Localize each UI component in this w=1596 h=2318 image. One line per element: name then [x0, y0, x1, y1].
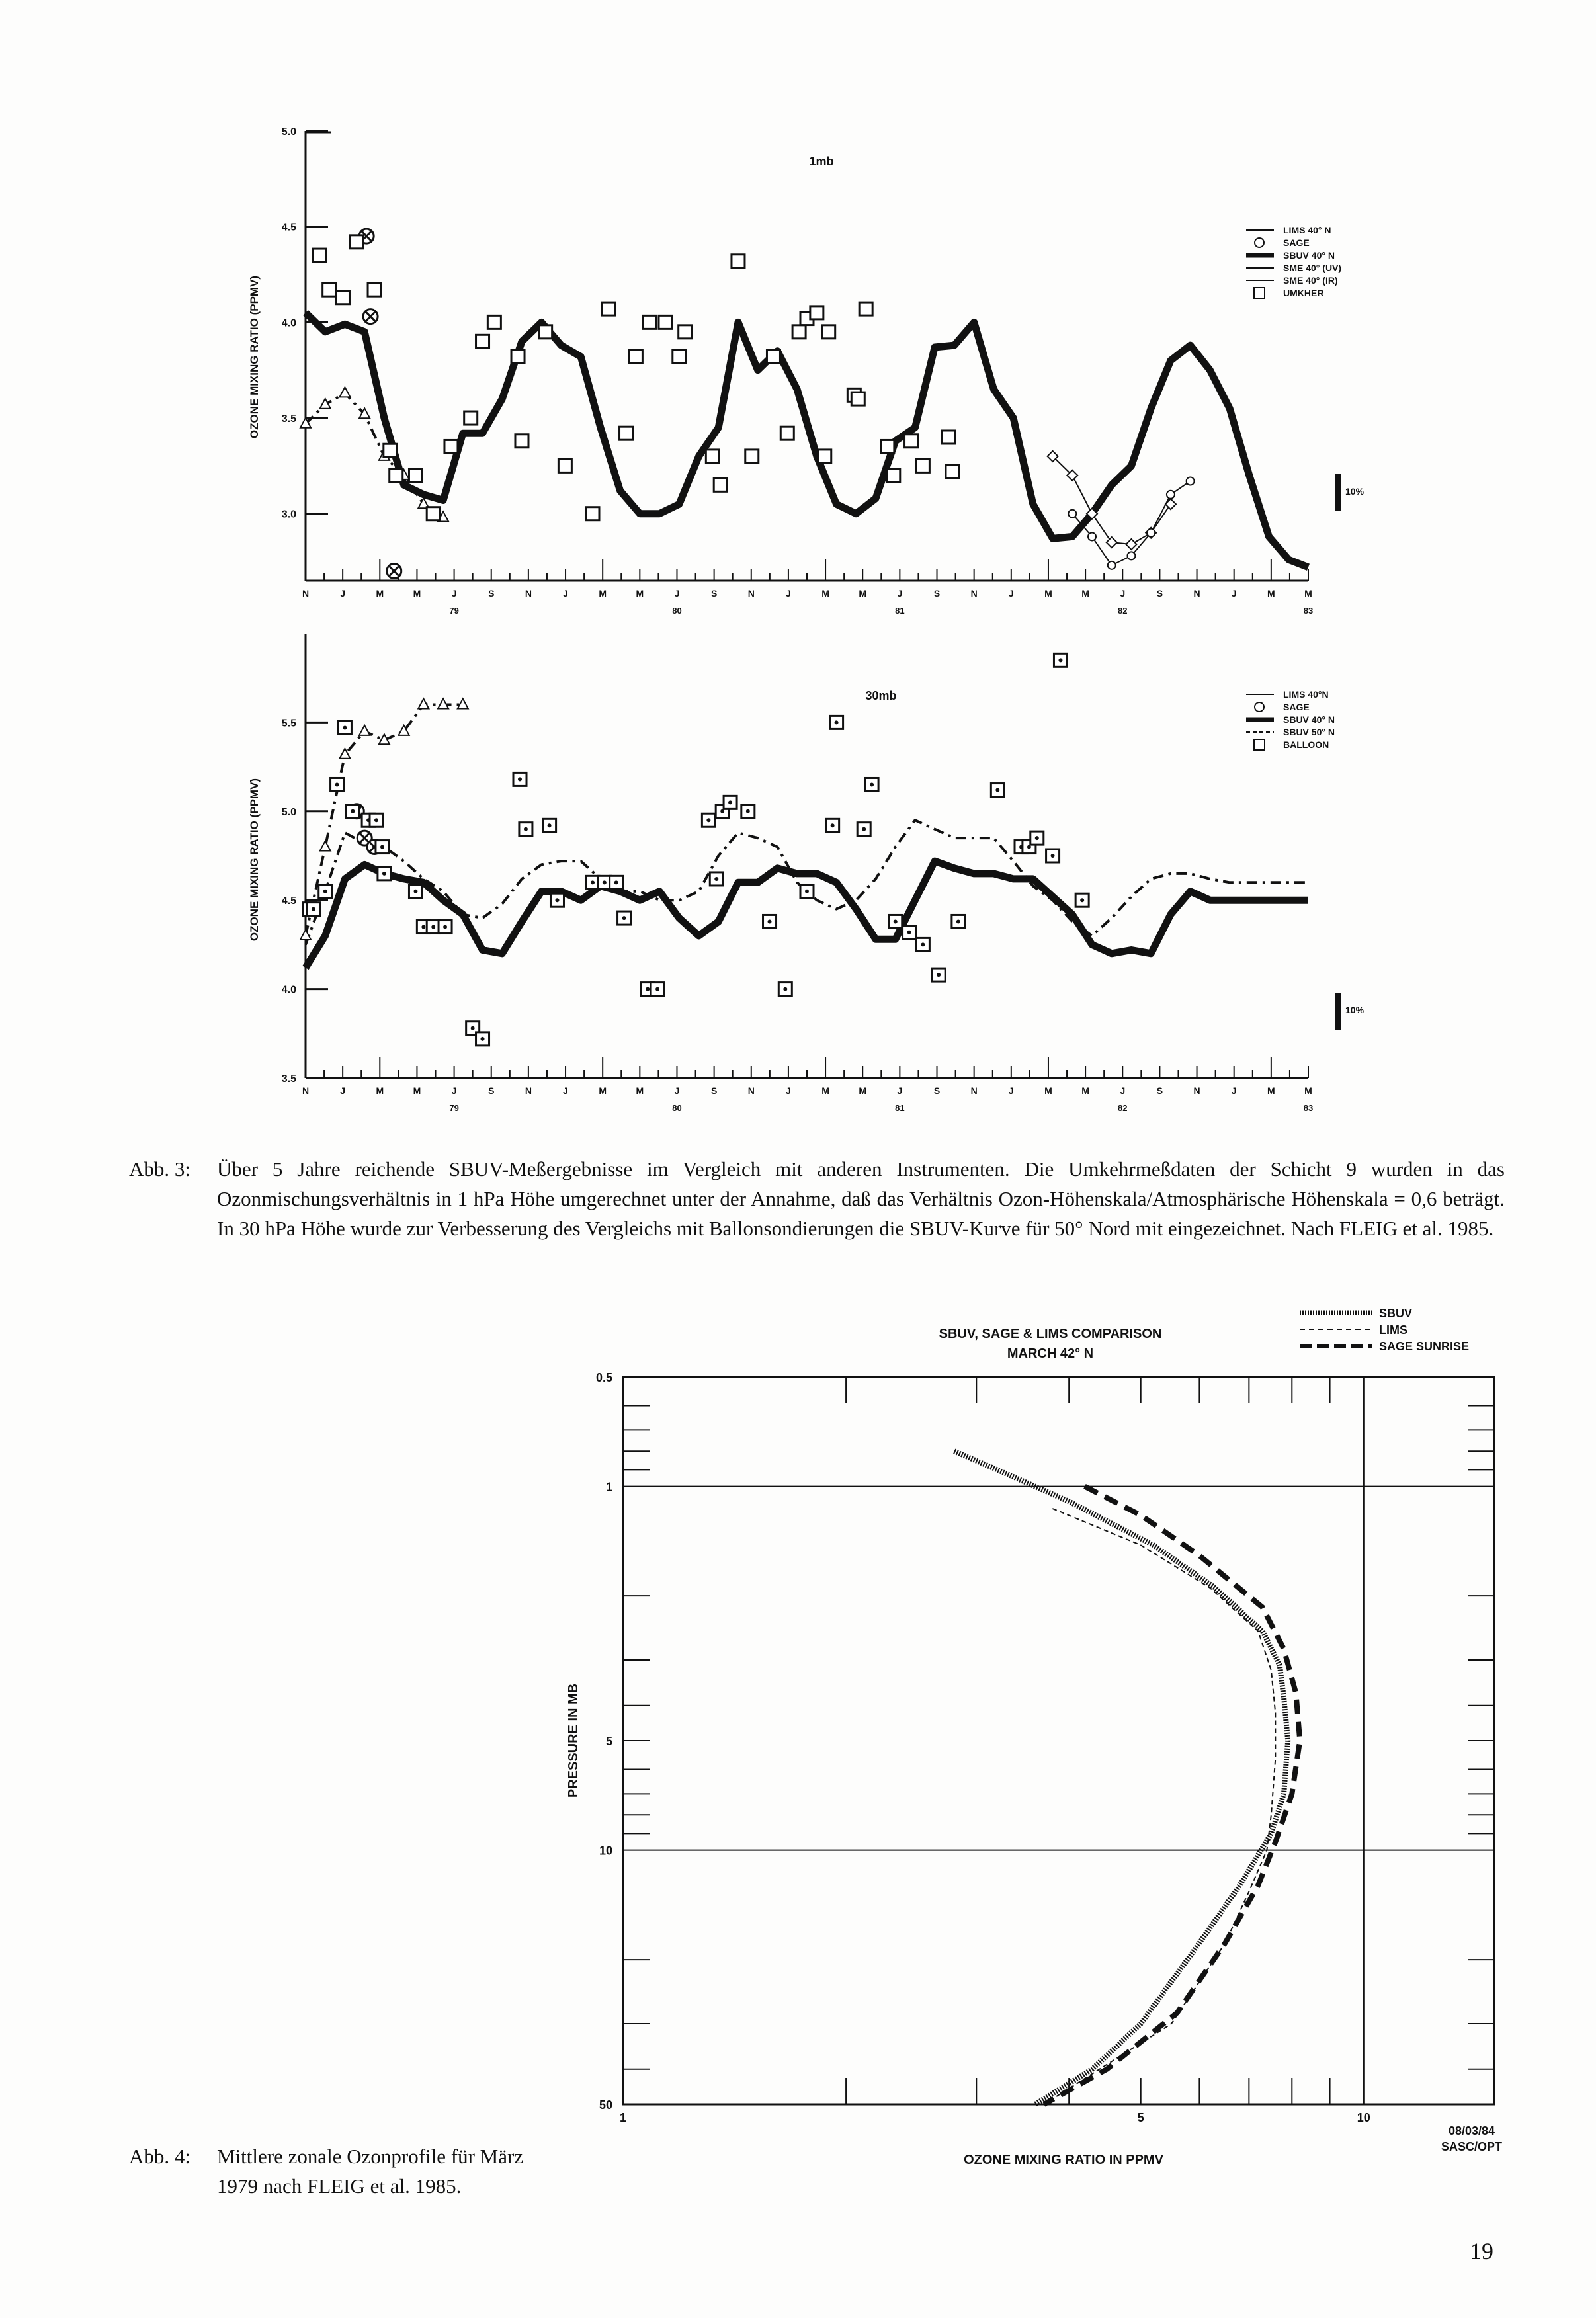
- umkehr-marker: [780, 427, 794, 440]
- umkehr-marker: [464, 411, 478, 425]
- x-tick-label: J: [1008, 1085, 1014, 1096]
- figure-4-caption: [129, 2141, 539, 2201]
- y-tick-label: 1: [605, 1480, 612, 1494]
- umkehr-marker: [851, 392, 864, 405]
- umkehr-marker: [558, 459, 571, 472]
- umkehr-marker: [586, 507, 599, 520]
- x-tick-label: J: [563, 588, 568, 599]
- umkehr-marker: [539, 325, 552, 339]
- chart-1mb: [248, 126, 1365, 616]
- x-tick-label: M: [599, 588, 607, 599]
- chart-30mb: [248, 634, 1365, 1113]
- x-tick-label: M: [413, 1085, 421, 1096]
- caption-label: Abb. 3:: [129, 1157, 190, 1180]
- balloon-marker-dot: [614, 880, 618, 884]
- umkehr-marker: [313, 249, 326, 262]
- x-tick-label: S: [710, 588, 718, 599]
- y-tick-label: 5.0: [281, 126, 296, 138]
- umkehr-marker: [350, 235, 363, 249]
- umkehr-marker: [384, 444, 397, 457]
- balloon-marker-dot: [894, 919, 898, 923]
- sage-legend-marker: [1255, 702, 1264, 712]
- diamond-marker: [1107, 537, 1117, 548]
- y-tick-label: 4.5: [281, 895, 296, 907]
- umkehr-marker: [620, 427, 633, 440]
- balloon-marker-dot: [728, 800, 732, 804]
- x-year-label: 80: [672, 606, 682, 616]
- triangle-marker: [359, 725, 370, 735]
- umkehr-marker: [859, 302, 872, 315]
- series-layer: [954, 1451, 1300, 2104]
- x-tick-label: M: [636, 1085, 644, 1096]
- umkehr-marker: [905, 435, 918, 448]
- circle-marker: [1108, 561, 1116, 569]
- grid-and-ticks: [596, 1371, 1494, 2124]
- y-axis-label: PRESSURE IN MB: [566, 1683, 581, 1798]
- points-layer: [303, 653, 1089, 1046]
- x-tick-label: M: [1267, 588, 1275, 599]
- chart-title: 30mb: [865, 689, 897, 702]
- x-year-label: 83: [1303, 606, 1314, 616]
- balloon-marker-dot: [862, 827, 866, 831]
- y-tick-label: 5.5: [281, 718, 296, 729]
- x-tick-label: J: [340, 1085, 346, 1096]
- balloon-marker-dot: [431, 925, 435, 929]
- balloon-marker-dot: [805, 890, 809, 893]
- x-tick-label: J: [897, 588, 903, 599]
- umkehr-marker: [390, 469, 403, 482]
- triangle-marker: [320, 841, 331, 851]
- x-tick-label: S: [1156, 588, 1163, 599]
- balloon-marker-dot: [831, 823, 835, 827]
- balloon-marker-dot: [591, 880, 595, 884]
- circle-marker: [1167, 491, 1175, 499]
- caption-text: Mittlere zonale Ozonprofile für März 1979 nach FLEIG et al. 1985.: [217, 2145, 524, 2198]
- x-tick-label: M: [859, 588, 867, 599]
- legend: [1246, 225, 1341, 298]
- balloon-marker-dot: [746, 809, 750, 813]
- balloon-marker-dot: [471, 1026, 475, 1030]
- x-year-label: 80: [672, 1103, 682, 1113]
- balloon-marker-dot: [870, 782, 874, 786]
- balloon-marker-dot: [481, 1037, 485, 1041]
- balloon-marker-dot: [1035, 836, 1039, 840]
- balloon-marker-dot: [956, 919, 960, 923]
- balloon-marker-dot: [937, 973, 941, 977]
- scale-bar-mark: [1335, 474, 1341, 511]
- caption-text: Über 5 Jahre reichende SBUV-Meßergebnisse im Vergleich mit anderen Instrumenten. Die Umkehrmeßdaten der Schicht 9 wurden in das Ozonmischungsverhältnis in 1 hPa Höhe umgerechnet unter der Annahme, daß das Verhältnis Ozon-Höhenskala/Atmosphärische Höhenskala = 0,6 beträgt. In 30 hPa Höhe wurde zur Verbesserung des Vergleichs mit Ballonsondierungen die SBUV-Kurve für 50° Nord mit eingezeichnet. Nach FLEIG et al. 1985.: [217, 1157, 1505, 1240]
- y-tick-label: 5.0: [281, 806, 296, 818]
- balloon-marker-dot: [443, 925, 447, 929]
- x-tick-label: S: [933, 1085, 941, 1096]
- balloon-marker-dot: [655, 987, 659, 991]
- balloon-marker-dot: [622, 916, 626, 920]
- x-tick-label: J: [1231, 1085, 1237, 1096]
- umkehr-marker: [679, 325, 692, 339]
- umkehr-marker: [792, 325, 806, 339]
- y-tick-label: 10: [599, 1844, 612, 1858]
- annotation-line-2: SASC/OPT: [1441, 2140, 1503, 2153]
- x-tick-label: M: [1081, 1085, 1089, 1096]
- y-axis-label: OZONE MIXING RATIO (PPMV): [248, 778, 261, 942]
- umkehr-marker: [745, 450, 759, 463]
- balloon-marker-dot: [518, 777, 522, 781]
- chart-title: 1mb: [809, 155, 834, 168]
- sage-legend-marker: [1255, 238, 1264, 247]
- x-tick-label: 5: [1137, 2111, 1144, 2124]
- umkehr-marker: [767, 350, 780, 363]
- x-tick-label: M: [859, 1085, 867, 1096]
- umkehr-marker: [881, 440, 894, 453]
- x-tick-label: 10: [1357, 2111, 1370, 2124]
- x-year-label: 79: [449, 606, 459, 616]
- x-tick-label: N: [525, 1085, 532, 1096]
- x-tick-label: M: [599, 1085, 607, 1096]
- y-tick-label: 50: [599, 2098, 612, 2112]
- umkehr-marker: [887, 469, 900, 482]
- umkehr-marker: [515, 435, 528, 448]
- legend-label: SBUV 40° N: [1283, 714, 1335, 725]
- x-tick-label: N: [525, 588, 532, 599]
- umkehr-marker: [336, 291, 349, 304]
- x-tick-label: S: [488, 1085, 495, 1096]
- x-ticks: [302, 559, 1313, 616]
- scale-bar: [1335, 993, 1365, 1030]
- umkehr-marker: [643, 315, 656, 329]
- umkehr-marker: [602, 302, 615, 315]
- x-axis-label: OZONE MIXING RATIO IN PPMV: [964, 2153, 1163, 2167]
- scale-bar-label: 10%: [1345, 486, 1365, 497]
- balloon-marker-dot: [421, 925, 425, 929]
- legend-label: BALLOON: [1283, 739, 1329, 750]
- umkehr-marker: [818, 450, 831, 463]
- legend-symbol: [1255, 702, 1264, 712]
- umkehr-marker: [732, 255, 745, 268]
- y-tick-label: 3.0: [281, 509, 296, 520]
- x-year-label: 82: [1118, 606, 1128, 616]
- x-tick-label: M: [1304, 1085, 1312, 1096]
- legend-label: SAGE: [1283, 237, 1310, 248]
- x-tick-label: J: [451, 588, 457, 599]
- page-number: 19: [1470, 2238, 1493, 2264]
- legend-label: SME 40° (IR): [1283, 275, 1338, 286]
- legend-label: SBUV 50° N: [1283, 727, 1335, 737]
- umkehr-marker: [706, 450, 719, 463]
- balloon-marker-dot: [835, 720, 839, 724]
- x-tick-label: J: [451, 1085, 457, 1096]
- profile-line: [954, 1451, 1288, 2104]
- x-tick-label: M: [1267, 1085, 1275, 1096]
- umkehr-marker: [487, 315, 501, 329]
- x-tick-label: N: [747, 1085, 755, 1096]
- x-tick-label: J: [1008, 588, 1014, 599]
- balloon-marker-dot: [995, 788, 999, 792]
- balloon-marker-dot: [312, 907, 315, 911]
- umkehr-marker: [659, 315, 672, 329]
- balloon-marker-dot: [335, 782, 339, 786]
- umkehr-marker: [942, 431, 955, 444]
- balloon-marker-dot: [921, 942, 925, 946]
- y-axis-label: OZONE MIXING RATIO (PPMV): [248, 275, 261, 439]
- balloon-marker-dot: [1080, 898, 1084, 902]
- legend-label: SAGE: [1283, 702, 1310, 712]
- x-tick-label: J: [786, 588, 791, 599]
- chart-profile: [566, 1307, 1502, 2167]
- legend-label: SBUV 40° N: [1283, 250, 1335, 261]
- legend-label: LIMS 40° N: [1283, 225, 1331, 235]
- umkehr-marker: [368, 283, 381, 296]
- balloon-marker-dot: [768, 919, 772, 923]
- y-tick-label: 4.0: [281, 984, 296, 996]
- x-year-label: 82: [1118, 1103, 1128, 1113]
- x-tick-label: M: [636, 588, 644, 599]
- umkehr-marker: [427, 507, 440, 520]
- balloon-marker-dot: [524, 827, 528, 831]
- diamond-marker: [1126, 539, 1136, 550]
- umkehr-marker: [714, 478, 727, 491]
- x-tick-label: M: [376, 1085, 384, 1096]
- x-tick-label: J: [674, 1085, 680, 1096]
- balloon-marker-dot: [603, 880, 607, 884]
- umkehr-marker: [511, 350, 525, 363]
- balloon-marker-dot: [907, 931, 911, 934]
- x-tick-label: M: [1081, 588, 1089, 599]
- x-year-label: 81: [895, 1103, 905, 1113]
- circle-marker: [1088, 532, 1096, 540]
- x-tick-label: N: [302, 1085, 310, 1096]
- scale-bar: [1335, 474, 1365, 511]
- chart-subtitle: MARCH 42° N: [1007, 1346, 1094, 1361]
- scale-bar-mark: [1335, 993, 1341, 1030]
- x-tick-label: M: [1304, 588, 1312, 599]
- legend: [1246, 689, 1335, 750]
- legend-square: [1254, 288, 1265, 298]
- annotation-line-1: 08/03/84: [1448, 2124, 1495, 2137]
- balloon-marker-dot: [343, 725, 347, 729]
- circle-marker: [1147, 529, 1155, 537]
- balloon-marker-dot: [323, 890, 327, 893]
- x-tick-label: J: [563, 1085, 568, 1096]
- balloon-marker-dot: [555, 898, 559, 902]
- y-tick-label: 4.5: [281, 222, 296, 233]
- x-tick-label: M: [413, 588, 421, 599]
- x-tick-label: M: [1044, 1085, 1052, 1096]
- x-tick-label: N: [747, 588, 755, 599]
- balloon-marker-dot: [783, 987, 787, 991]
- x-year-label: 81: [895, 606, 905, 616]
- x-tick-label: J: [340, 588, 346, 599]
- x-tick-label: N: [1193, 588, 1200, 599]
- umkehr-marker: [323, 283, 336, 296]
- caption-label: Abb. 4:: [129, 2145, 190, 2168]
- x-tick-label: S: [933, 588, 941, 599]
- figure-3-caption: [129, 1154, 1505, 1243]
- points-layer: [313, 229, 959, 578]
- balloon-marker-dot: [380, 845, 384, 849]
- balloon-marker-dot: [351, 809, 355, 813]
- x-tick-label: S: [1156, 1085, 1163, 1096]
- y-tick-label: 4.0: [281, 317, 296, 329]
- balloon-marker-dot: [374, 818, 378, 822]
- legend-label: UMKHER: [1283, 288, 1324, 298]
- legend-symbol: [1255, 238, 1264, 247]
- x-tick-label: J: [1120, 588, 1126, 599]
- x-year-label: 83: [1303, 1103, 1314, 1113]
- y-tick-label: 3.5: [281, 1073, 296, 1085]
- balloon-marker-dot: [1058, 658, 1062, 662]
- umkehr-marker: [673, 350, 686, 363]
- umkehr-marker: [946, 465, 959, 478]
- x-tick-label: J: [674, 588, 680, 599]
- annotation: [1441, 2124, 1502, 2153]
- legend: [1300, 1307, 1469, 1353]
- x-tick-label: J: [786, 1085, 791, 1096]
- legend-symbol: [1254, 739, 1265, 750]
- legend-symbol: [1254, 288, 1265, 298]
- y-tick-label: 5: [605, 1735, 612, 1748]
- legend-label: SME 40° (UV): [1283, 263, 1342, 273]
- balloon-marker-dot: [382, 872, 386, 876]
- triangle-marker: [339, 387, 350, 397]
- umkehr-marker: [916, 459, 929, 472]
- profile-line: [1044, 1487, 1300, 2104]
- umkehr-marker: [822, 325, 835, 339]
- legend-label: LIMS: [1379, 1323, 1407, 1337]
- balloon-marker-dot: [548, 823, 552, 827]
- legend-label: LIMS 40°N: [1283, 689, 1329, 700]
- umkehr-marker: [476, 335, 489, 348]
- x-tick-label: M: [376, 588, 384, 599]
- x-tick-label: N: [970, 588, 978, 599]
- chart-title: SBUV, SAGE & LIMS COMPARISON: [939, 1327, 1162, 1341]
- umkehr-marker: [629, 350, 642, 363]
- y-tick-label: 3.5: [281, 413, 296, 425]
- x-year-label: 79: [449, 1103, 459, 1113]
- x-tick-label: S: [710, 1085, 718, 1096]
- umkehr-marker: [444, 440, 458, 453]
- x-tick-label: N: [970, 1085, 978, 1096]
- series-line: [306, 820, 1308, 944]
- x-tick-label: N: [302, 588, 310, 599]
- legend-square: [1254, 739, 1265, 750]
- x-tick-label: J: [1120, 1085, 1126, 1096]
- scale-bar-label: 10%: [1345, 1005, 1365, 1015]
- x-ticks: [302, 1057, 1313, 1113]
- legend-label: SBUV: [1379, 1307, 1413, 1320]
- x-tick-label: J: [1231, 588, 1237, 599]
- umkehr-marker: [810, 306, 823, 319]
- balloon-marker-dot: [413, 890, 417, 893]
- profile-line: [1044, 1509, 1275, 2104]
- x-tick-label: M: [821, 588, 829, 599]
- x-tick-label: N: [1193, 1085, 1200, 1096]
- x-tick-label: 1: [619, 2111, 627, 2124]
- x-tick-label: S: [488, 588, 495, 599]
- y-tick-label: 0.5: [595, 1371, 612, 1384]
- x-tick-label: M: [821, 1085, 829, 1096]
- legend-label: SAGE SUNRISE: [1379, 1340, 1470, 1353]
- balloon-marker-dot: [714, 877, 718, 881]
- balloon-marker-dot: [1051, 854, 1055, 858]
- circle-marker: [1068, 510, 1076, 518]
- circle-marker: [1127, 552, 1135, 559]
- x-tick-label: M: [1044, 588, 1052, 599]
- umkehr-marker: [409, 469, 422, 482]
- balloon-marker-dot: [706, 818, 710, 822]
- balloon-marker-dot: [646, 987, 650, 991]
- x-tick-label: J: [897, 1085, 903, 1096]
- circle-marker: [1187, 477, 1195, 485]
